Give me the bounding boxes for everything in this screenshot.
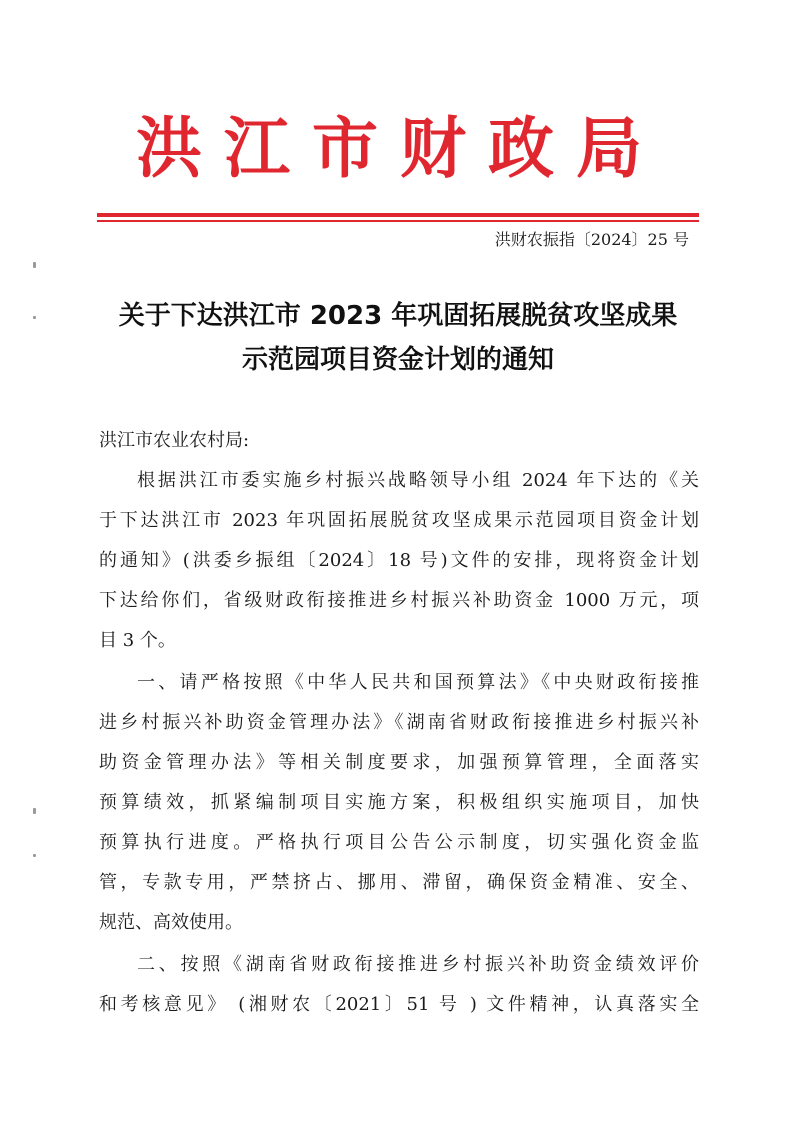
recipient-salutation: 洪江市农业农村局: [99, 430, 250, 451]
binding-mark [33, 262, 36, 268]
body-line: 进乡村振兴补助资金管理办法》《湖南省财政衔接推进乡村振兴补 [99, 712, 699, 733]
body-line: 助资金管理办法》等相关制度要求，加强预算管理，全面落实 [99, 752, 699, 773]
letterhead-red-rule-thin [97, 220, 699, 222]
body-line: 规范、高效使用。 [99, 912, 243, 933]
body-line: 预算执行进度。严格执行项目公告公示制度，切实强化资金监 [99, 832, 699, 853]
document-title-line: 示范园项目资金计划的通知 [241, 345, 554, 375]
binding-mark [33, 316, 36, 319]
body-line: 的通知》(洪委乡振组〔2024〕18 号)文件的安排，现将资金计划 [99, 550, 699, 571]
letterhead-red-rule [97, 213, 699, 217]
binding-mark [33, 854, 36, 857]
body-line: 和考核意见》 (湘财农〔2021〕51 号 ) 文件精神，认真落实全 [99, 994, 699, 1015]
body-line: 二、按照《湖南省财政衔接推进乡村振兴补助资金绩效评价 [137, 954, 699, 975]
agency-letterhead: 洪江市财政局 [136, 109, 664, 187]
body-line: 目 3 个。 [99, 630, 176, 651]
document-title-line: 关于下达洪江市 2023 年巩固拓展脱贫攻坚成果 [118, 301, 678, 331]
body-line: 预算绩效，抓紧编制项目实施方案，积极组织实施项目，加快 [99, 792, 699, 813]
body-line: 一、请严格按照《中华人民共和国预算法》《中央财政衔接推 [137, 672, 699, 693]
body-line: 管，专款专用，严禁挤占、挪用、滞留，确保资金精准、安全、 [99, 872, 699, 893]
body-line: 根据洪江市委实施乡村振兴战略领导小组 2024 年下达的《关 [137, 470, 699, 491]
binding-mark [33, 808, 36, 814]
document-title [60, 294, 736, 382]
document-number: 洪财农振指〔2024〕25 号 [494, 230, 689, 249]
body-line: 下达给你们，省级财政衔接推进乡村振兴补助资金 1000 万元，项 [99, 590, 699, 611]
body-line: 于下达洪江市 2023 年巩固拓展脱贫攻坚成果示范园项目资金计划 [99, 510, 699, 531]
